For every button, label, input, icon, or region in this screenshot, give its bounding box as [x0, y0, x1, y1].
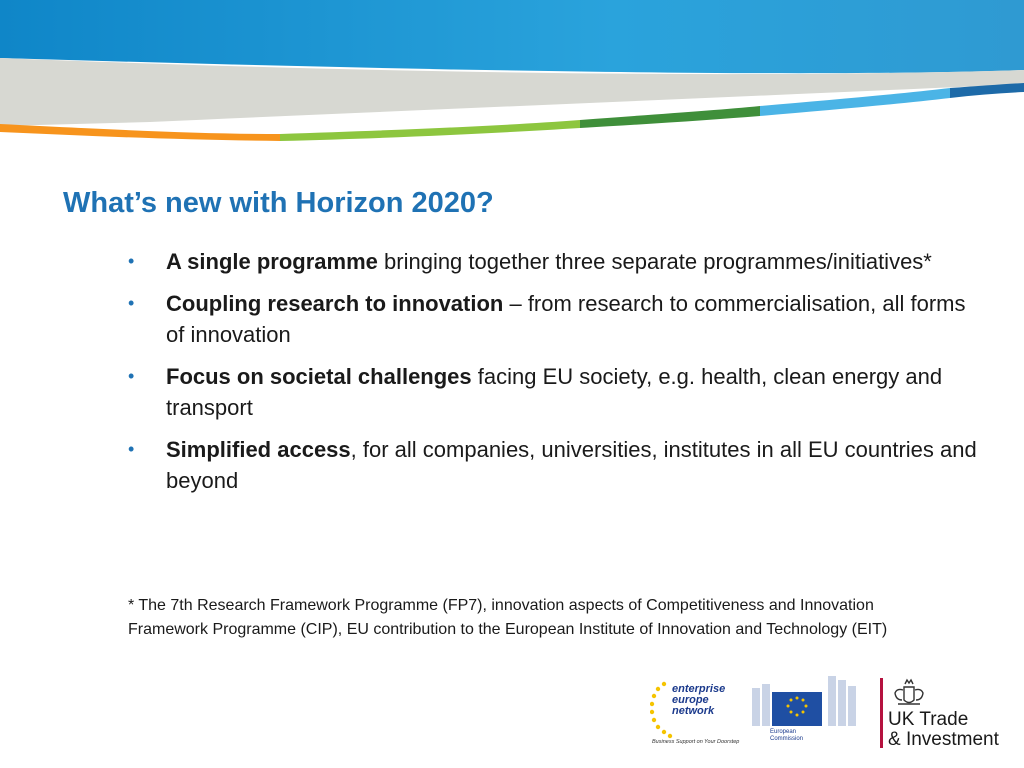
een-tagline: Business Support on Your Doorstep: [652, 739, 740, 745]
bullet-icon: •: [128, 251, 135, 271]
bullet-item: [128, 434, 978, 496]
bullet-bold: Simplified access: [166, 437, 351, 462]
bullet-icon: •: [128, 439, 135, 459]
bullet-item: [128, 246, 978, 277]
een-stars-icon: [650, 680, 674, 740]
footnote: * The 7th Research Framework Programme (FP7), innovation aspects of Competitiveness and Innovation Framework Programme (CIP), EU contribution to the European Institute of Innovation and Technology (EIT): [128, 597, 888, 638]
bullet-text: – from research to commercialisation, all forms of innovation: [166, 291, 966, 347]
ukti-wordmark: UK Trade & Investment: [888, 709, 999, 750]
bullet-text: bringing together three separate programmes/initiatives*: [377, 249, 932, 274]
bullet-icon: •: [128, 366, 135, 386]
bullet-list: [128, 246, 978, 507]
bullet-item: [128, 361, 978, 423]
bullet-text: , for all companies, universities, institutes in all EU countries and beyond: [166, 437, 977, 493]
bullet-text: facing EU society, e.g. health, clean energy and transport: [166, 364, 943, 420]
ec-building-icon: [748, 674, 860, 728]
ec-caption: European Commission: [770, 729, 804, 742]
slide-title: What’s new with Horizon 2020?: [63, 187, 494, 219]
bullet-bold: A single programme: [166, 249, 378, 274]
header-banner: [0, 0, 1024, 150]
bullet-bold: Coupling research to innovation: [166, 291, 504, 316]
bullet-bold: Focus on societal challenges: [166, 364, 472, 389]
ukti-divider: [880, 678, 883, 748]
uk-trade-investment-logo: [880, 676, 1005, 748]
bullet-icon: •: [128, 293, 135, 313]
royal-crest-icon: [892, 678, 926, 708]
european-commission-logo: [748, 674, 860, 750]
enterprise-europe-network-logo: [650, 676, 740, 748]
bullet-item: [128, 288, 978, 350]
een-wordmark: enterprise europe network: [672, 683, 726, 717]
